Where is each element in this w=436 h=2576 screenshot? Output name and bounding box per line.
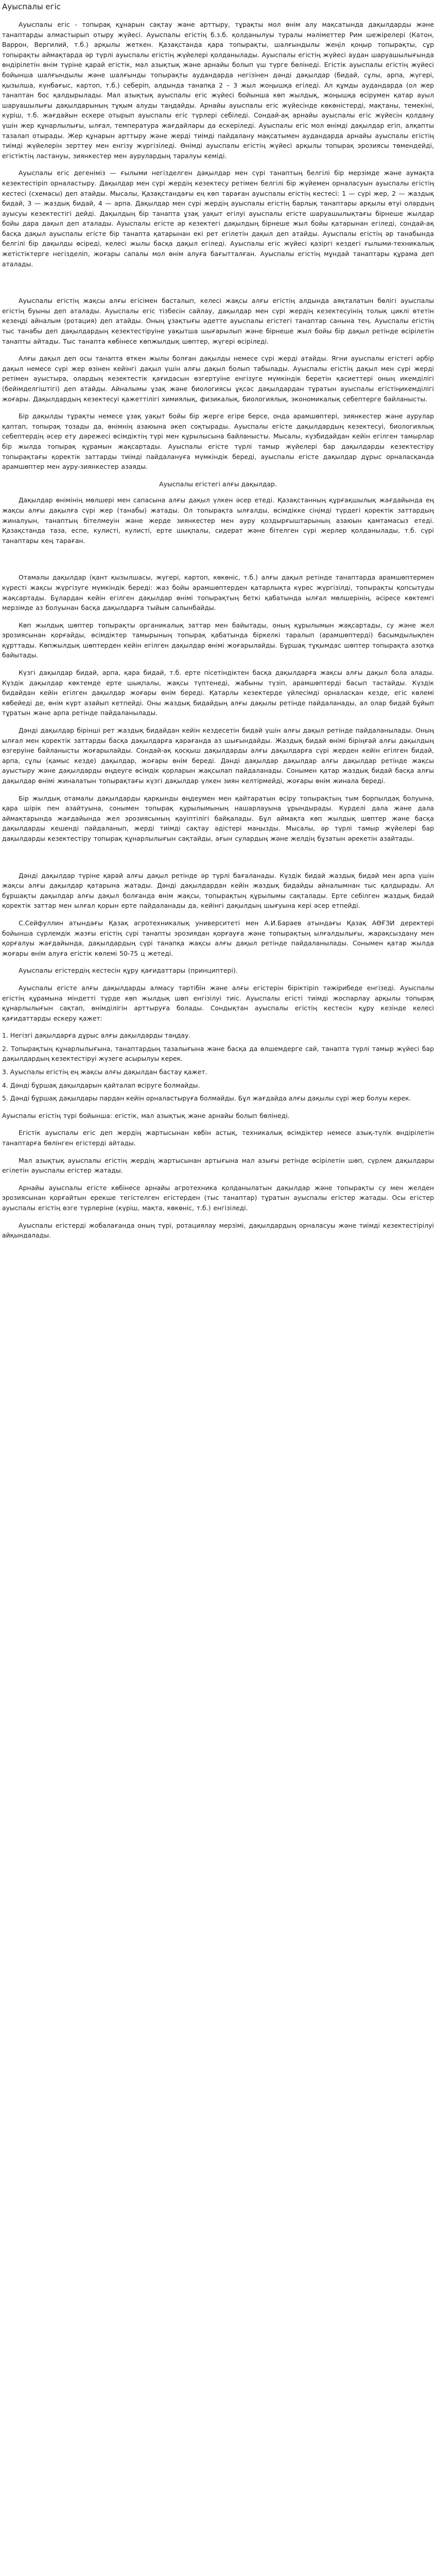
list-item: 4. Дәнді бұршақ дақылдарын қайталап өсіруге болмайды. (2, 1081, 200, 1089)
paragraph-grain-evaluation: Дәнді дақылдар түріне қарай алғы дақыл ретінде әр түрлі бағаланады. Күздік бидай жаздық бидай мен арпа үшін жақсы алғы дақылдар қатарына жатады. Дәнді дақылдардан кейін жаздық бидайды айналымнан тыс қалдырады. Ал бұршақты дақылдар алғы дақыл болғанда өнім жақсы, топырақтың құрылымы сақталады. Ерте себілген жаздық бидай қоректік заттар мен ылғал қорын ерте пайдаланады да, кейінгі дақылдың шығуына кері әсер етпейді. (2, 871, 434, 910)
paragraph-fallow: Дақылдар өнімінің мөлшері мен сапасына алғы дақыл үлкен әсер етеді. Қазақстанның құрғақшылық жағдайында ең жақсы алғы дақылға сүрі жер (танабы) жатады. Ол топырақта ылғалды, өсімдікке сіңімді түрдегі қоректік заттардың жиналуын, танаптың бітелмеуін және жерде зиянкестер мен ауру қоздырғыштарының азаюын қамтамасыз етеді. Қазақстанда таза, еспе, кулисті, кулисті, ерте шықпалы, сидерат және бітелген сүрі жерлер қолданылады, т.б. сүрі танаптары кең тараған. (2, 496, 434, 545)
paragraph-intro-1: Ауыспалы егіс - топырақ құнарын сақтау және арттыру, тұрақты мол өнім алу мақсатында дақылдарды және танаптарды алмастырып отыру жүйесі. Ауыспалы егістің б.з.б. қолданылуы туралы мәліметтер Рим шежірелері (Катон, Варрон, Вергилий, т.б.) арқылы жеткен. Қазақстанда қара топырақты, шалғындылы жеңіл қоңыр топырақты, сұр топырақты аймақтарда әр түрлі ауыспалы егістің жүйелері қолданылады. Ауыспалы егістің жүйесі аудан шаруашылығында өндірілетін өнім түріне қарай егістік, мал азықтық және арнайы болып үш түрге бөлінеді. Егістік ауыспалы егістің жүйесі бойынша шалғындылы және шалғынды топырақты аудандарда негізінен дәнді дақылдар (бидай, сұлы, арпа, жүгері, қызылша, күнбағыс, картоп, т.б.) себеріп, алдында танапқа 2 – 3 жыл жоңышқа егіледі. Ал құмды аудандарда (ол жер танаптан бос қалдырылады. Мал азықтық ауыспалы егіс жүйесі бойынша көп жылдық, жоңышқа өсірумен қатар ауыл шаруашылығы дақылдарының тұқым алуды таңдайды. Арнайы ауыспалы егіс жүйесінде көкөністерді, мақтаны, темекіні, күріш, т.б. жағдайын ескере отырып ауыспалы егіс түрлері себіледі. Сондай-ақ арнайы ауыспалы егіс жүйесін қолдану үшін жер құнарлылығы, ылғал, температура жағдайлары да ескеріледі. Ауыспалы егіс мол өнімді дақылдар егіп, алқапты тазалап отырады. Жер құнарын арттыру және жерді тиімді пайдалану мақсатымен аудандарда арнайы ауыспалы егістің тиімді жүйелерін зерттеу мен енгізу жүргізіледі. Өнімді ауыспалы егістің жүйесі арқылы топырақ эрозиясы төмендейді, егістіктің ластануы, зиянкестер мен аурулардың таралуы кеміді. (2, 21, 434, 160)
principles-list (2, 1030, 434, 1104)
list-item: 1. Негізгі дақылдарға дұрыс алғы дақылдарды таңдау. (2, 1031, 191, 1040)
paragraph-link-definition: Ауыспалы егістің жақсы алғы егісімен басталып, келесі жақсы алғы егістің алдында аяқталатын бөлігі ауыспалы егістің буыны деп аталады. Ауыспалы егіс тізбесін сайлау, дақылдар мен сүрі жердің кезектесуінің толық циклі өтетін кезеңді айналым (ротация) деп атайды. Оның ұзақтығы әдетте ауыспалы егістегі танаптар санына тең. Ауыспалы егістің тыс танабы деп дақылдардың кезектестіруіне уақытша шығарылып және бірнеше жыл бойы бір дақыл ретінде өсірілетін танапты айтады. Тыс танапта көбінесе көпжылдық шөптер, жүгері өсіріледі. (2, 297, 434, 345)
paragraph-design: Ауыспалы егістерді жобалағанда оның түрі, ротациялау мерзімі, дақылдардың орналасуы және тиімді кезектестірілуі айқындалады. (2, 1221, 434, 1240)
document (0, 0, 436, 1241)
section-spacer (2, 553, 434, 572)
document-title: Ауыспалы егіс (2, 2, 61, 11)
section-spacer (2, 276, 434, 296)
paragraph-previous-crop: Алғы дақыл деп осы танапта өткен жылы болған дақылды немесе сүрі жерді атайды. Ягни ауыспалы егістегі әрбір дақыл немесе сүрі жер өзінен кейінгі дақыл үшін алғы дақыл болып табылады. Ауыспалы егістің дақыл мен сүрі жерді ретімен ауыстыра, олардың кезектестік қағидасын өзгертуіне енгізуге мүмкіндік беретін қасиеттері оның икемділігі (бейімделгіштігі) деп атайды. Айналымы ұзақ және биологиясы ұқсас дақылдардан тұратын ауыспалы егістіңикемділігі жоғары. Дақылдардың кезектесуі қажеттілігі химиялық, физикалық, биологиялық, экономикалық себептерге байланысты. (2, 354, 434, 403)
paragraph-monoculture: Бір дақылды тұрақты немесе ұзақ уақыт бойы бір жерге егіре берсе, онда арамшөптері, зиянкестер және аурулар қаптап, топырақ тозады да, өнімнің азаюына әкеп соқтырады. Ауыспалы егісте дақылдардың кезектесуі, биологиялық себептердің әсер ету дәрежесі өсімдіктің түрі мен құрылысына байланысты. Мысалы, күзбидайдан кейін егілген тамырлар бір жылда топырақ құрамын жақсартады. Ауыспалы егісте түрлі тамыр жүйелері бар дақылдарды кезектестіру топырақтағы қоректік заттарды тиімді пайдалануға мүмкіндік береді, ауыспалы егісте дақылдар дұрыс орналасқанда арамшөптер мен ауру-зиянкестер азаяды. (2, 412, 434, 471)
paragraph-perennial-grasses: Көп жылдық шөптер топырақты органикалық заттар мен байытады, оның құрылымын жақсартады, су және жел эрозиясынан қорғайды, өсімдіктер тамырының топырақ қабатында біркелкі таралып (арамшөптерді) басымдылықпен құрттады. Көпжылдық шөптерден кейін егілген дақылдар өнімі жоғарылайды. Бұршақ тұқымдас шөптер топырақта азотқа байытады. (2, 621, 434, 659)
paragraph-erosion: Бір жылдық отамалы дақылдарды қарқынды өңдеумен мен қайтаратын өсіру топырақтың тым борпылдақ болуына, қара шірік пен азайтуына, сонымен топырақ құрылымының нашарлауына ұрындырады. Күрделі дала және дала аймақтарында жағдайында жел эрозиясының қауіптілігі байқалады. Бұл аймақта көп жылдық шөптер және басқа дақылдарды кешенді пайдаланып, жерді тиімді сақтау әдістері маңызды. Мысалы, әр түрлі тамыр жүйелері бар дақылдарды кезектестіру топырақ құнарлылығын сақтайды, ағын сулардың және желдің бұзатын әрекетін азайтады. (2, 794, 434, 842)
subtitle-previous-crops: Ауыспалы егістегі алғы дақылдар. (159, 480, 277, 488)
list-item: 3. Ауыспалы егістің ең жақсы алғы дақылдан бастау қажет. (2, 1068, 207, 1076)
paragraph-fodder-rotation: Мал азықтық ауыспалы егістің жердің жартысынан артығына мал азығы ретінде өсірілетін шөп, сүрлем дақылдары егілетін ауыспалы егістер жатады. (2, 1156, 434, 1175)
paragraph-research-data: С.Сейфуллин атындағы Қазақ агротехникалық университеті мен А.И.Бараев атындағы Қазақ АӨҒЗИ деректері бойынша сүрлемдік жазғы егістің сүрі танапты эрозиядан қорғауға және топырақтың ылғалдылығы, жарақсыздану мен қорғалуы жағдайында, дақылдардың сүрі танапқа жақсы алғы дақыл ретінде пайдаланылады. Сонымен қатар жылда жоғары өнім алуға егістік көлемі 50-75 ц жетеді. (2, 919, 434, 957)
paragraph-winter-crops: Күзгі дақылдар бидай, арпа, қара бидай, т.б. ерте пісетіндіктен басқа дақылдарға жақсы алғы дақыл бола алады. Күздік дақылдар көктемде ерте шықпалы, жақсы түптенеді, жабыны түзіп, арамшөптерді басып тастайды. Күздік бидайдан кейін егілген дақылдар жоғары өнім береді. Қатарлы кезектерде үйлесімді орналасқан кезде, егіс көлемі көбейеді де, өнім күрт азайып кетпейді. Оны жаздық бидайдың алғы дақылы ретінде пайдаланады, ал олар бидай бұйып тұратын және арпа ретінде пайдаланылады. (2, 669, 434, 717)
paragraph-rotation-types: Ауыспалы егістің түрі бойынша: егістік, мал азықтық және арнайы болып бөлінеді. (2, 1111, 290, 1120)
list-item: 2. Топырақтың құнарлылығына, танаптардың тазалығына және басқа да өлшемдерге сай, танапта түрлі тамыр жүйесі бар дақылдардың кезектестіруі жүзеге асырылуы керек. (2, 1044, 434, 1063)
paragraph-intro-2: Ауыспалы егіс дегеніміз — ғылыми негізделген дақылдар мен сүрі танаптың белгілі бір мерзімде және аумақта кезектестіріп орналастыру. Дақылдар мен сүрі жердің кезектесу ретімен белгілі бір жүйемен орналасуын ауыспалы егістің кестесі (схемасы) деп атайды. Мысалы, Қазақстандағы ең көп тараған ауыспалы егістің кестесі: 1 — сүрі жер, 2 — жаздық бидай, 3 — жаздық бидай, 4 — арпа. Дақылдар мен сүрі жердің ауыспалы егістің барлық танаптары арқылы өтуі олардың ауысуы кезектестігі дейді. Дақылдың бір танапта ұзақ уақыт егілуі ауыспалы егісте шаруашылықтағы бірнеше жылдар бойы дара дақыл деп аталады. Ауыспалы егісте әр кезектегі дақылдың бірнеше жыл бойы қатарынан егіледі, сондай-ақ басқа дақыл ауыспалы егісте бір танапта қатарынан екі рет егілетін дақыл деп атайды. Ауыспалы егістің әр танабында белгілі бір дақылды өсіреді, келесі жылы басқа дақыл егіледі. Ауыспалы егіс жүйесі қазіргі кездегі ғылыми-техникалық жетістіктерге негізделіп, жоғары сапалы мол өнім алуға бағытталған. Ауыспалы егістің мұндай танаптары құрама деп аталады. (2, 169, 434, 268)
section-spacer (2, 851, 434, 871)
paragraph-principles-heading: Ауыспалы егістердің кестесін құру қағидаттары (принциптері). (19, 967, 238, 975)
list-item: 5. Дәнді бұршақ дақылдары пардан кейін орналастыруға болмайды. Бұл жағдайда алғы дақылы сүрі жер болуы керек. (2, 1094, 411, 1103)
paragraph-special-rotation: Арнайы ауыспалы егісте көбінесе арнайы агротехника қолданылатын дақылдар және топырақты су мен желден эрозиясынан қорғайтын ерекше тегістелген егістерден (тыс танаптар) тұратын ауыспалы егістер жатады. Осы егістер ауыспалы егістің өзге түрлеріне (күріш, мақта, көкөніс, т.б.) енгізіледі. (2, 1183, 434, 1212)
paragraph-field-rotation: Егістік ауыспалы егіс деп жердің жартысынан көбін астық, техникалық өсімдіктер немесе азық-түлік өндірілетін танаптарға бөлінген егістерді айтады. (2, 1129, 434, 1147)
paragraph-grain-crops: Дәнді дақылдар бірінші рет жаздық бидайдан кейін кездесетін бидай үшін алғы дақыл ретінде пайдаланылады. Оның ылғал мен қоректік заттарды басқа дақылдарға қарағанда аз шығындайды. Жаздық бидай өнімі біріңғай алғы дақылдың өзгеруіне байланысты жоғарылайды. Сондай-ақ қосқыш дақылдарды алғы дақылдарға сүрі жерден кейін егілген бидай, арпа, сұлы (қамыс кезде) дақылдар, жоғары өнім береді. Дәнді дақылдар дақылдар алғы дақылдар ретінде жақсы ауыстыру және дақылдарды өңдеуге өсімдік қорларын жақсылап пайдаланады. Сонымен қатар жаздық бидай басқа алғы дақылдар өнімі жиналатын топырақтағы күзгі дақылдар үлкен зиян келтірмейді, жоғары өнім жинала береді. (2, 726, 434, 785)
paragraph-row-crops: Отамалы дақылдар (қант қызылшасы, жүгері, картоп, көкөніс, т.б.) алғы дақыл ретінде танаптарда арамшөптермен күресті жақсы жүргізуге мүмкіндік береді: жаз бойы арамшөптерден қатарлықта күрес жүргізілді, топырақты қопсытуды жақсартады. Бұлардан кейін егілген дақылдар өнімі топырақтың беткі қабатында ылғал мөлшерінің, әсіресе көктемгі мерзімде аз болуынан басқа дақылдарға тыйым салынбайды. (2, 573, 434, 612)
paragraph-principles-intro: Ауыспалы егісте алғы дақылдарды алмасу тәртібін және алғы егістерін біріктіріп тәжірибеде енгізеді. Ауыспалы егістің құрамына міндетті түрде көп жылдық шөп енгізілуі тиіс. Ауыспалы егісті тиімді жоспарлау арқылы топырақ құнарлылығын сақтап, өнімділігін арттыруға болады. Сондықтан ауыспалы егістің кестесін құру кезінде келесі қағидаттарды ескеру қажет: (2, 984, 434, 1022)
